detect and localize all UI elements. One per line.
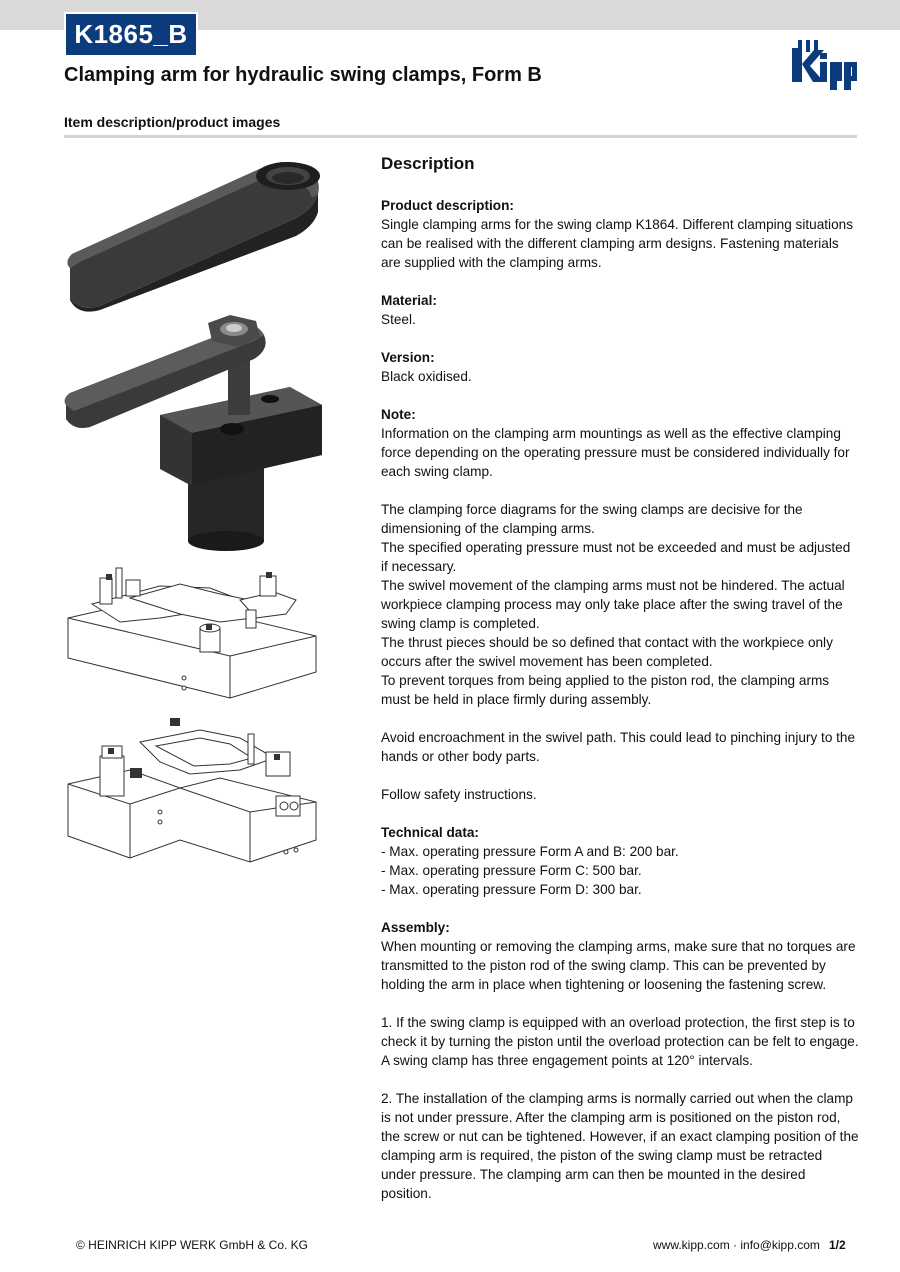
product-description-block — [381, 196, 859, 272]
swing-clamp-with-arm-image — [60, 315, 324, 555]
footer-page-number: 1/2 — [829, 1238, 846, 1252]
technical-data-item: - Max. operating pressure Form D: 300 bar. — [381, 882, 642, 897]
note-paragraph: To prevent torques from being applied to the piston rod, the clamping arms must be held in place firmly during assembly. — [381, 673, 830, 707]
technical-data-item: - Max. operating pressure Form A and B: 200 bar. — [381, 844, 679, 859]
footer-contact: www.kipp.com · info@kipp.com — [653, 1238, 820, 1252]
assembly-label: Assembly: — [381, 920, 450, 935]
version-text: Black oxidised. — [381, 369, 472, 384]
kipp-logo — [784, 38, 860, 94]
technical-data-item: - Max. operating pressure Form C: 500 bar. — [381, 863, 642, 878]
assembly-block — [381, 918, 859, 1203]
note-paragraph: The clamping force diagrams for the swing clamps are decisive for the dimensioning of the clamping arms. — [381, 502, 803, 536]
material-block — [381, 291, 859, 329]
version-label: Version: — [381, 350, 435, 365]
item-code-badge: K1865_B — [64, 12, 198, 57]
fixture-assembly-image-2 — [60, 712, 324, 872]
technical-data-label: Technical data: — [381, 825, 479, 840]
page-title: Clamping arm for hydraulic swing clamps, Form B — [64, 64, 542, 86]
note-paragraph: Follow safety instructions. — [381, 787, 537, 802]
description-heading: Description — [381, 154, 475, 173]
description-panel — [381, 152, 859, 1222]
fixture-assembly-image-1 — [60, 558, 324, 710]
version-block — [381, 348, 859, 386]
note-label: Note: — [381, 407, 416, 422]
note-paragraph: Information on the clamping arm mountings as well as the effective clamping force depending on the operating pressure must be considered individually for each swing clamp. — [381, 426, 850, 479]
note-paragraph: Avoid encroachment in the swivel path. This could lead to pinching injury to the hands or other body parts. — [381, 730, 856, 764]
note-paragraph: The swivel movement of the clamping arms must not be hindered. The actual workpiece clamping process may only take place after the swing travel of the swing clamp is completed. — [381, 578, 845, 631]
section-divider — [64, 135, 857, 138]
assembly-paragraph: 1. If the swing clamp is equipped with an overload protection, the first step is to check it by turning the piston until the overload protection can be felt to engage. A swing clamp has three engagement points at 120° intervals. — [381, 1015, 859, 1068]
section-label: Item description/product images — [64, 114, 281, 130]
note-block — [381, 405, 859, 804]
material-label: Material: — [381, 293, 437, 308]
note-paragraph: The thrust pieces should be so defined that contact with the workpiece only occurs after the swivel movement has been completed. — [381, 635, 833, 669]
clamping-arm-image — [60, 150, 324, 318]
product-images — [60, 150, 324, 872]
footer-copyright: © HEINRICH KIPP WERK GmbH & Co. KG — [76, 1238, 308, 1252]
technical-data-block — [381, 823, 859, 899]
assembly-paragraph: When mounting or removing the clamping arms, make sure that no torques are transmitted to the piston rod of the swing clamp. This can be prevented by holding the arm in place when tightening or loosening the fastening screw. — [381, 939, 856, 992]
assembly-paragraph: 2. The installation of the clamping arms is normally carried out when the clamp is not under pressure. After the clamping arm is positioned on the piston rod, the screw or nut can be tightened. However, if an exact clamping position of the clamping arm is required, the piston of the swing clamp must be retracted under pressure. The clamping arm can then be mounted in the desired position. — [381, 1091, 859, 1201]
note-paragraph: The specified operating pressure must not be exceeded and must be adjusted if necessary. — [381, 540, 851, 574]
product-description-text: Single clamping arms for the swing clamp K1864. Different clamping situations can be realised with the different clamping arm designs. Fastening materials are supplied with the clamping arms. — [381, 217, 853, 270]
product-description-label: Product description: — [381, 198, 514, 213]
material-text: Steel. — [381, 312, 416, 327]
